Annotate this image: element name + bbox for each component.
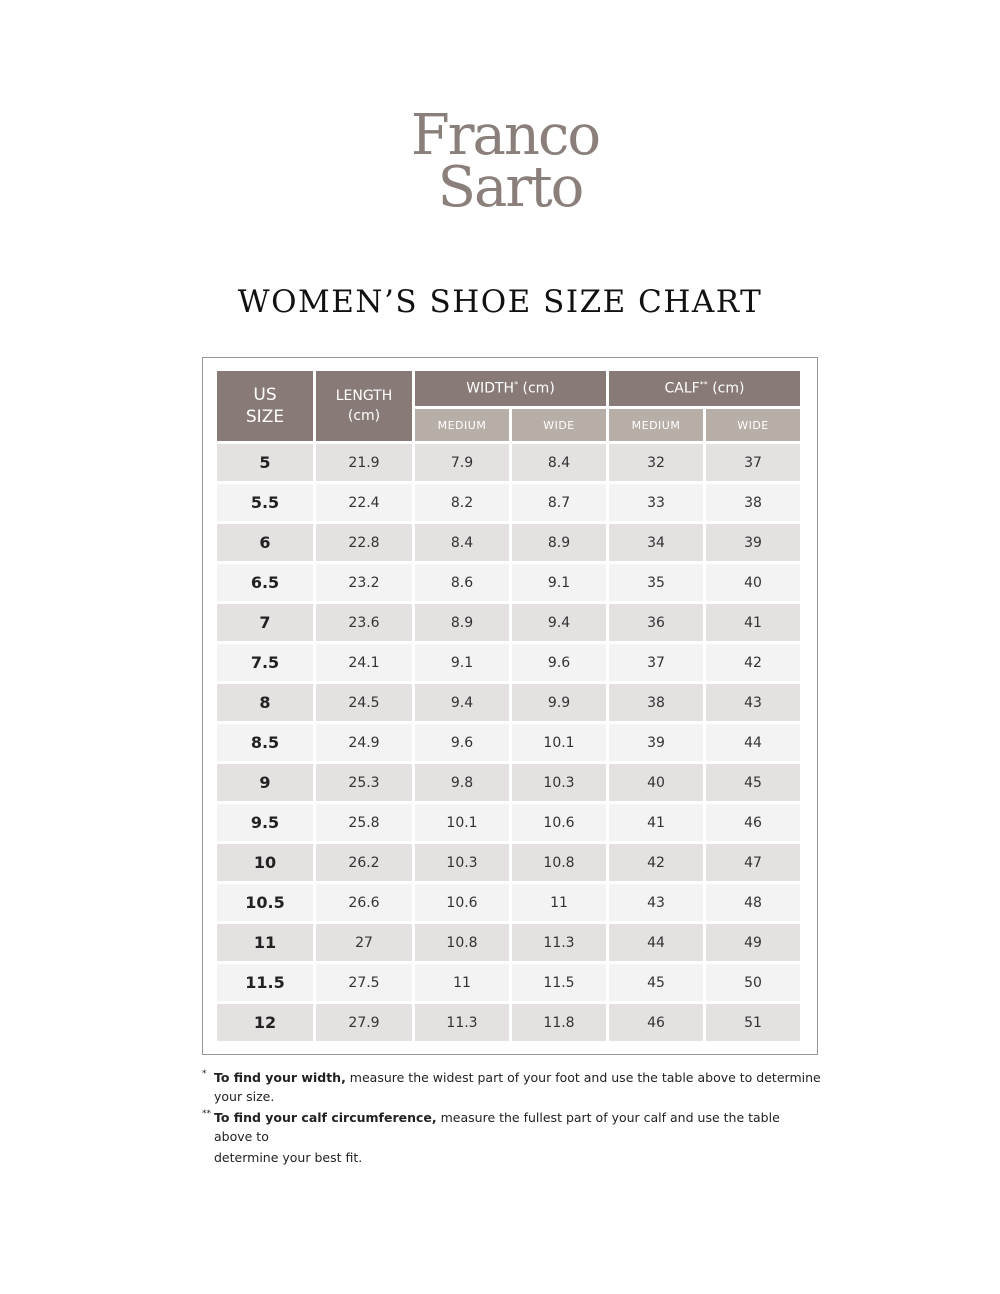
brand-logo-line1: Franco	[410, 103, 600, 168]
cell-us-size: 11.5	[217, 964, 313, 1001]
cell-calf-medium: 41	[609, 804, 703, 841]
header-length-label: LENGTH	[335, 388, 393, 404]
footnote-calf-mark: **	[202, 1109, 211, 1119]
cell-calf-wide: 45	[706, 764, 800, 801]
cell-calf-medium: 42	[609, 844, 703, 881]
cell-length: 25.3	[316, 764, 412, 801]
cell-length: 27	[316, 924, 412, 961]
cell-calf-wide: 44	[706, 724, 800, 761]
table-row	[217, 924, 800, 961]
footnote-calf-bold: To find your calf circumference,	[214, 1110, 437, 1125]
cell-width-medium: 8.6	[415, 564, 509, 601]
header-calf-unit: (cm)	[712, 380, 745, 397]
cell-us-size: 6.5	[217, 564, 313, 601]
footnote-calf-text: measure the fullest part of your calf and use the table above to	[214, 1110, 780, 1144]
table-row	[217, 444, 800, 481]
footnote-calf-continuation: determine your best fit.	[214, 1150, 363, 1165]
header-calf	[609, 371, 800, 406]
table-row	[217, 564, 800, 601]
header-us-size-line1: US	[253, 385, 277, 405]
table-row	[217, 964, 800, 1001]
header-calf-wide: WIDE	[706, 409, 800, 441]
cell-width-medium: 11	[415, 964, 509, 1001]
cell-calf-wide: 37	[706, 444, 800, 481]
table-row	[217, 804, 800, 841]
table-row	[217, 644, 800, 681]
cell-calf-wide: 51	[706, 1004, 800, 1041]
cell-calf-wide: 49	[706, 924, 800, 961]
cell-calf-medium: 46	[609, 1004, 703, 1041]
header-width-label: WIDTH	[466, 380, 515, 397]
cell-us-size: 10	[217, 844, 313, 881]
cell-width-medium: 9.1	[415, 644, 509, 681]
cell-calf-wide: 46	[706, 804, 800, 841]
header-width-unit: (cm)	[522, 380, 555, 397]
cell-calf-medium: 43	[609, 884, 703, 921]
cell-calf-wide: 50	[706, 964, 800, 1001]
table-row	[217, 764, 800, 801]
cell-calf-medium: 33	[609, 484, 703, 521]
cell-calf-wide: 47	[706, 844, 800, 881]
cell-calf-medium: 44	[609, 924, 703, 961]
table-row	[217, 604, 800, 641]
cell-width-wide: 10.1	[512, 724, 606, 761]
cell-width-medium: 10.1	[415, 804, 509, 841]
cell-width-wide: 8.7	[512, 484, 606, 521]
header-calf-medium: MEDIUM	[609, 409, 703, 441]
page-title: WOMEN’S SHOE SIZE CHART	[237, 284, 763, 320]
cell-calf-medium: 45	[609, 964, 703, 1001]
cell-us-size: 7.5	[217, 644, 313, 681]
cell-width-wide: 11.3	[512, 924, 606, 961]
header-width	[415, 371, 606, 406]
cell-calf-wide: 42	[706, 644, 800, 681]
cell-calf-medium: 39	[609, 724, 703, 761]
cell-length: 25.8	[316, 804, 412, 841]
cell-length: 24.5	[316, 684, 412, 721]
cell-length: 27.9	[316, 1004, 412, 1041]
cell-width-wide: 8.4	[512, 444, 606, 481]
size-chart-table	[214, 368, 803, 1044]
cell-calf-medium: 40	[609, 764, 703, 801]
cell-width-wide: 9.9	[512, 684, 606, 721]
header-width-wide: WIDE	[512, 409, 606, 441]
cell-calf-wide: 40	[706, 564, 800, 601]
cell-width-wide: 9.4	[512, 604, 606, 641]
brand-logo	[400, 103, 610, 220]
cell-us-size: 11	[217, 924, 313, 961]
cell-length: 22.8	[316, 524, 412, 561]
table-row	[217, 484, 800, 521]
cell-width-wide: 10.6	[512, 804, 606, 841]
cell-width-medium: 8.4	[415, 524, 509, 561]
brand-logo-line2: Sarto	[437, 155, 583, 220]
cell-calf-medium: 38	[609, 684, 703, 721]
table-row	[217, 724, 800, 761]
cell-us-size: 9	[217, 764, 313, 801]
cell-calf-medium: 35	[609, 564, 703, 601]
cell-width-medium: 10.6	[415, 884, 509, 921]
cell-us-size: 9.5	[217, 804, 313, 841]
cell-width-medium: 9.6	[415, 724, 509, 761]
cell-width-wide: 11.8	[512, 1004, 606, 1041]
header-width-medium: MEDIUM	[415, 409, 509, 441]
cell-length: 24.9	[316, 724, 412, 761]
cell-length: 21.9	[316, 444, 412, 481]
cell-calf-wide: 39	[706, 524, 800, 561]
table-row	[217, 1004, 800, 1041]
header-length	[316, 371, 412, 441]
cell-us-size: 8	[217, 684, 313, 721]
cell-calf-medium: 32	[609, 444, 703, 481]
cell-width-medium: 11.3	[415, 1004, 509, 1041]
cell-calf-wide: 41	[706, 604, 800, 641]
cell-calf-medium: 36	[609, 604, 703, 641]
header-length-unit: (cm)	[347, 408, 381, 424]
footnote-width-bold: To find your width,	[214, 1070, 346, 1085]
cell-us-size: 8.5	[217, 724, 313, 761]
header-width-mark: *	[514, 380, 519, 390]
cell-calf-wide: 48	[706, 884, 800, 921]
cell-width-wide: 10.8	[512, 844, 606, 881]
cell-calf-wide: 38	[706, 484, 800, 521]
table-row	[217, 884, 800, 921]
cell-length: 23.6	[316, 604, 412, 641]
cell-us-size: 6	[217, 524, 313, 561]
cell-us-size: 12	[217, 1004, 313, 1041]
cell-width-wide: 9.1	[512, 564, 606, 601]
footnote-width-mark: *	[202, 1069, 207, 1079]
cell-length: 26.6	[316, 884, 412, 921]
cell-width-wide: 11	[512, 884, 606, 921]
table-row	[217, 524, 800, 561]
footnote-calf	[202, 1108, 822, 1146]
cell-width-wide: 11.5	[512, 964, 606, 1001]
header-calf-mark: **	[699, 380, 708, 390]
cell-width-wide: 9.6	[512, 644, 606, 681]
cell-length: 23.2	[316, 564, 412, 601]
cell-calf-medium: 37	[609, 644, 703, 681]
header-us-size	[217, 371, 313, 441]
cell-us-size: 10.5	[217, 884, 313, 921]
cell-width-medium: 8.2	[415, 484, 509, 521]
cell-calf-medium: 34	[609, 524, 703, 561]
cell-us-size: 5.5	[217, 484, 313, 521]
cell-width-wide: 8.9	[512, 524, 606, 561]
cell-width-medium: 8.9	[415, 604, 509, 641]
cell-width-medium: 7.9	[415, 444, 509, 481]
cell-width-wide: 10.3	[512, 764, 606, 801]
footnotes	[202, 1068, 822, 1167]
cell-width-medium: 10.8	[415, 924, 509, 961]
header-us-size-line2: SIZE	[245, 407, 285, 427]
cell-us-size: 5	[217, 444, 313, 481]
cell-length: 22.4	[316, 484, 412, 521]
table-row	[217, 844, 800, 881]
table-row	[217, 684, 800, 721]
cell-width-medium: 9.8	[415, 764, 509, 801]
cell-width-medium: 9.4	[415, 684, 509, 721]
cell-length: 26.2	[316, 844, 412, 881]
cell-width-medium: 10.3	[415, 844, 509, 881]
footnote-width	[202, 1068, 822, 1106]
footnote-width-text: measure the widest part of your foot and use the table above to determine your size.	[214, 1070, 821, 1104]
cell-calf-wide: 43	[706, 684, 800, 721]
cell-us-size: 7	[217, 604, 313, 641]
header-calf-label: CALF	[664, 380, 700, 397]
cell-length: 27.5	[316, 964, 412, 1001]
cell-length: 24.1	[316, 644, 412, 681]
